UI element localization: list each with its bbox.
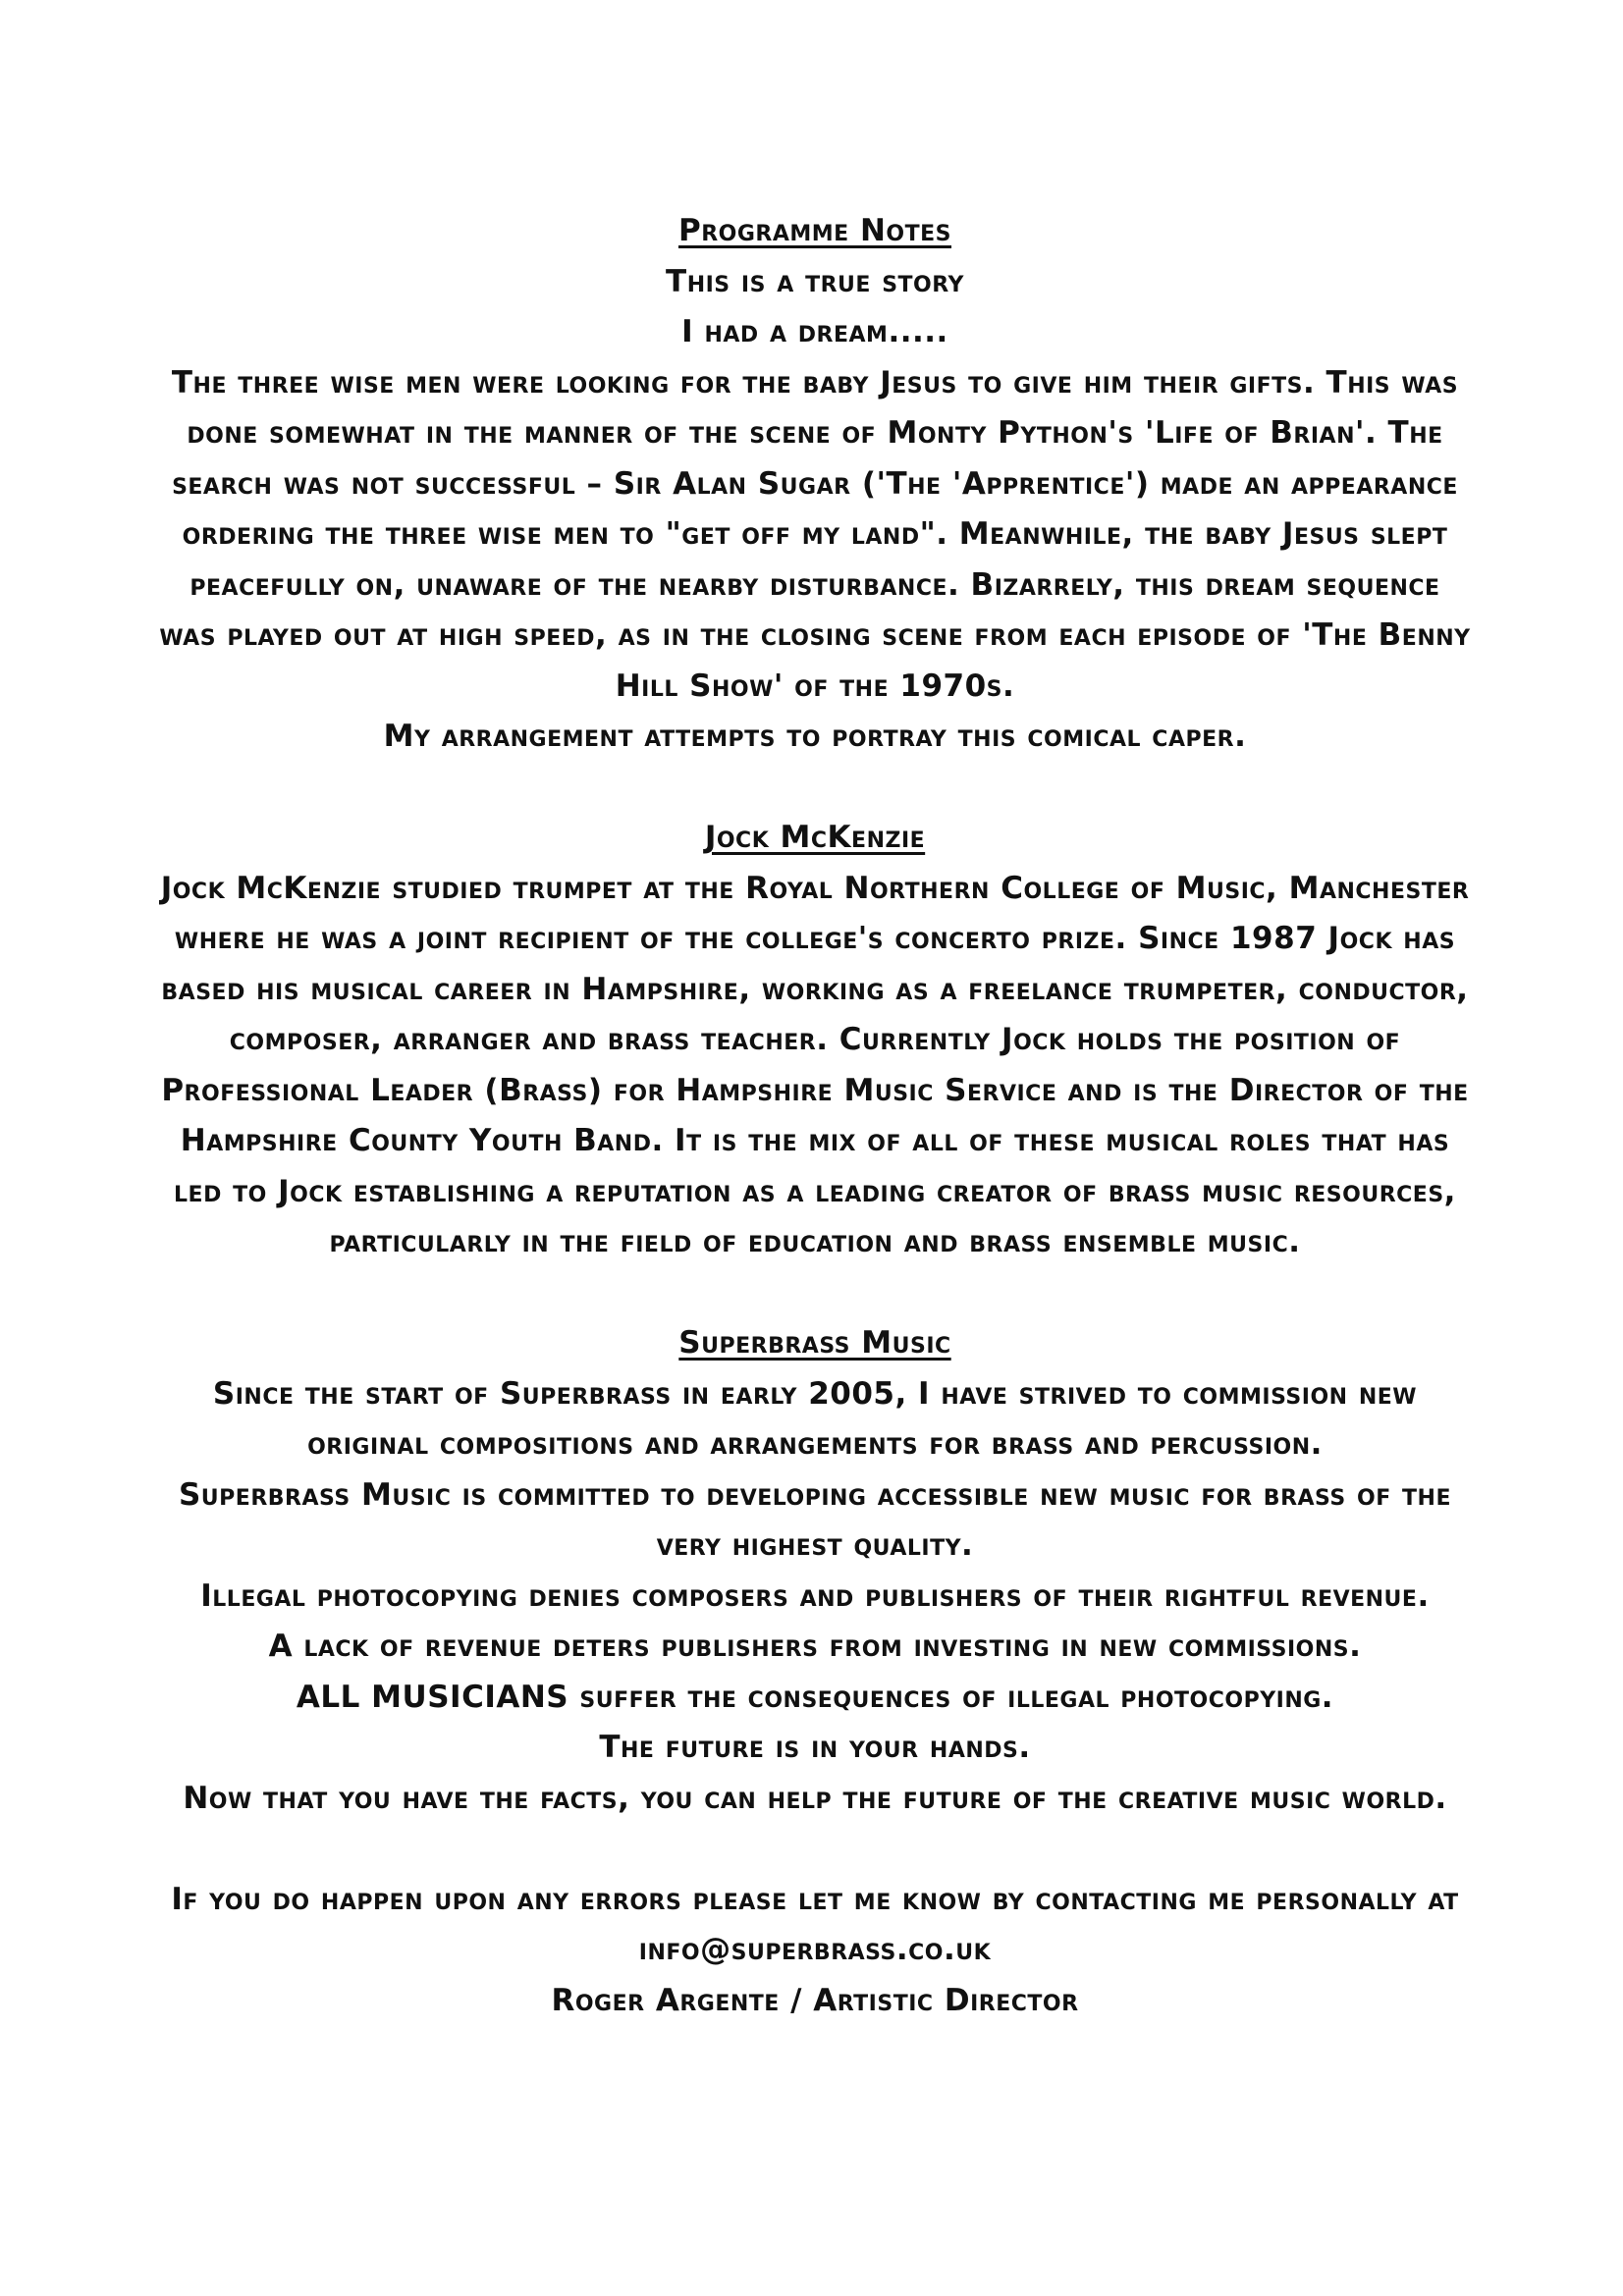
- dream-line: I had a dream.....: [681, 314, 948, 349]
- true-story-line: This is a true story: [666, 263, 964, 299]
- contact-email[interactable]: info@superbrass.co.uk: [638, 1932, 992, 1967]
- publisher-line-4: A lack of revenue deters publishers from investing in new commissions.: [268, 1629, 1362, 1664]
- contact-line: If you do happen upon any errors please let me know by contacting me personally at: [171, 1881, 1459, 1917]
- publisher-line-1: Since the start of Superbrass in early 2005, I have strived to commission new original compositions and arrangements for brass and percussion.: [212, 1375, 1418, 1462]
- composer-biography: Jock McKenzie studied trumpet at the Royal Northern College of Music, Manchester where he was a joint recipient of the college's concerto prize. Since 1987 Jock has based his musical career in Hampshire, working as a freelance trumpeter, conductor, composer, arranger and brass teacher. Currently Jock holds the position of Professional Leader (Brass) for Hampshire Music Service and is the Director of the Hampshire County Youth Band. It is the mix of all of these musical roles that has led to Jock establishing a reputation as a leading creator of brass music resources, particularly in the field of education and brass ensemble music.: [160, 870, 1470, 1259]
- publisher-line-5-rest: suffer the consequences of illegal photocopying.: [568, 1679, 1334, 1715]
- programme-page: [157, 206, 1473, 2026]
- publisher-line-6: The future is in your hands.: [599, 1730, 1031, 1765]
- contact-section: [157, 1875, 1473, 2027]
- publisher-line-5: [157, 1673, 1473, 1724]
- arrangement-line: My arrangement attempts to portray this comical caper.: [383, 719, 1247, 754]
- signature: Roger Argente / Artistic Director: [551, 1982, 1079, 2018]
- composer-heading: Jock McKenzie: [704, 820, 926, 855]
- programme-notes-section: [157, 206, 1473, 763]
- all-musicians-emphasis: ALL MUSICIANS: [296, 1679, 569, 1715]
- publisher-heading: Superbrass Music: [678, 1325, 951, 1361]
- dream-description: The three wise men were looking for the baby Jesus to give him their gifts. This was done somewhat in the manner of the scene of Monty Python's 'Life of Brian'. The search was not successful – Sir Alan Sugar ('The 'Apprentice') made an appearance ordering the three wise men to "get off my land". Meanwhile, the baby Jesus slept peacefully on, unaware of the nearby disturbance. Bizarrely, this dream sequence was played out at high speed, as in the closing scene from each episode of 'The Benny Hill Show' of the 1970s.: [159, 364, 1471, 704]
- composer-section: [157, 813, 1473, 1268]
- publisher-line-3: Illegal photocopying denies composers and publishers of their rightful revenue.: [200, 1577, 1430, 1614]
- publisher-line-2: Superbrass Music is committed to developing accessible new music for brass of the very highest quality.: [178, 1476, 1452, 1563]
- programme-notes-heading: Programme Notes: [677, 213, 952, 248]
- publisher-section: [157, 1318, 1473, 1824]
- publisher-line-7: Now that you have the facts, you can help the future of the creative music world.: [183, 1780, 1447, 1816]
